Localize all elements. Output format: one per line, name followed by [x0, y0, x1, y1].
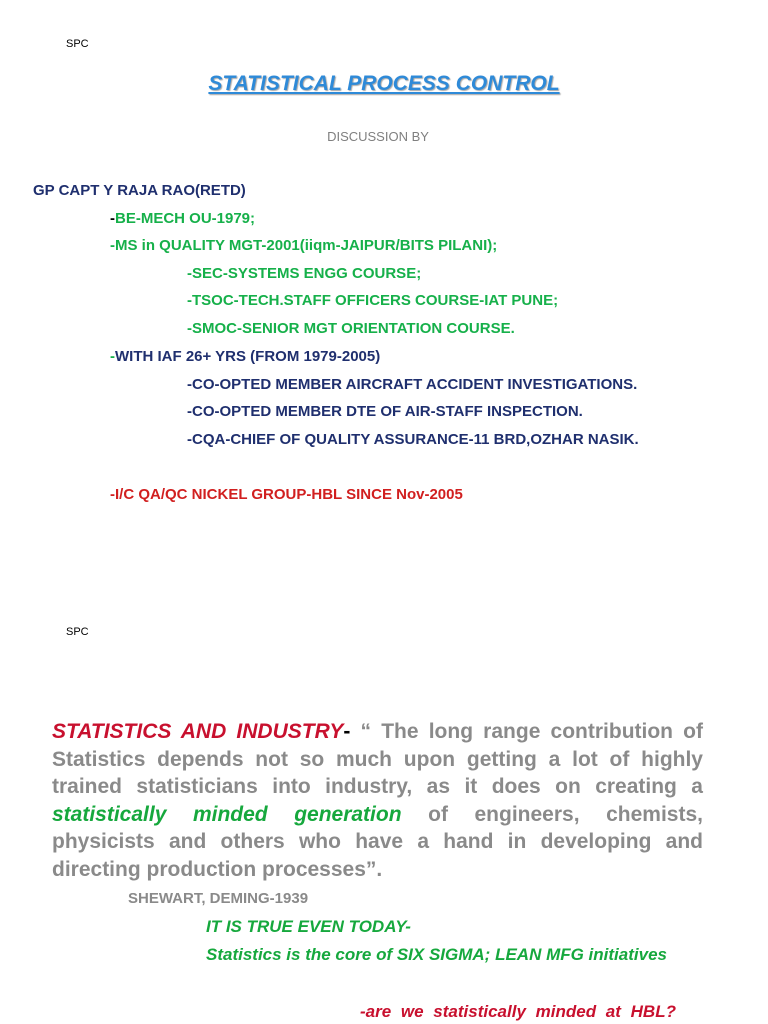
- note-line: Statistics is the core of SIX SIGMA; LEAN MFG initiatives: [206, 945, 667, 964]
- quote-paragraph: STATISTICS AND INDUSTRY- “ The long range contribution of Statistics depends not so much upon getting a lot of highly trained statisticians into industry, as it does on creating a statistically minded generation of engineers, chemists, physicists and others who have a hand in developing and directing production processes”.: [52, 720, 703, 881]
- credential-line: -TSOC-TECH.STAFF OFFICERS COURSE-IAT PUNE;: [187, 292, 559, 309]
- page-title: STATISTICAL PROCESS CONTROL: [208, 72, 560, 95]
- current-role-line: -I/C QA/QC NICKEL GROUP-HBL SINCE Nov-2005: [110, 486, 463, 503]
- experience-line: -WITH IAF 26+ YRS (FROM 1979-2005): [110, 348, 381, 365]
- experience-line: -CO-OPTED MEMBER DTE OF AIR-STAFF INSPECTION.: [187, 403, 583, 420]
- quote-author: SHEWART, DEMING-1939: [128, 890, 309, 907]
- quote-lead: STATISTICS AND INDUSTRY: [52, 720, 344, 743]
- credential-line: -BE-MECH OU-1979;: [110, 210, 256, 227]
- credential-line: -SMOC-SENIOR MGT ORIENTATION COURSE.: [187, 320, 515, 337]
- experience-line: -CO-OPTED MEMBER AIRCRAFT ACCIDENT INVESTIGATIONS.: [187, 376, 638, 393]
- closing-question: -are we statistically minded at HBL?: [360, 1002, 676, 1021]
- quote-highlight: statistically minded generation: [52, 802, 402, 826]
- experience-line: -CQA-CHIEF OF QUALITY ASSURANCE-11 BRD,OZHAR NASIK.: [187, 431, 639, 448]
- credential-line: -MS in QUALITY MGT-2001(iiqm-JAIPUR/BITS PILANI);: [110, 237, 498, 254]
- presenter-name: GP CAPT Y RAJA RAO(RETD): [33, 182, 246, 199]
- note-line: IT IS TRUE EVEN TODAY-: [206, 917, 411, 936]
- discussion-label: DISCUSSION BY: [327, 129, 429, 144]
- corner-label: SPC: [66, 626, 89, 638]
- credential-line: -SEC-SYSTEMS ENGG COURSE;: [187, 265, 422, 282]
- corner-label: SPC: [66, 38, 89, 50]
